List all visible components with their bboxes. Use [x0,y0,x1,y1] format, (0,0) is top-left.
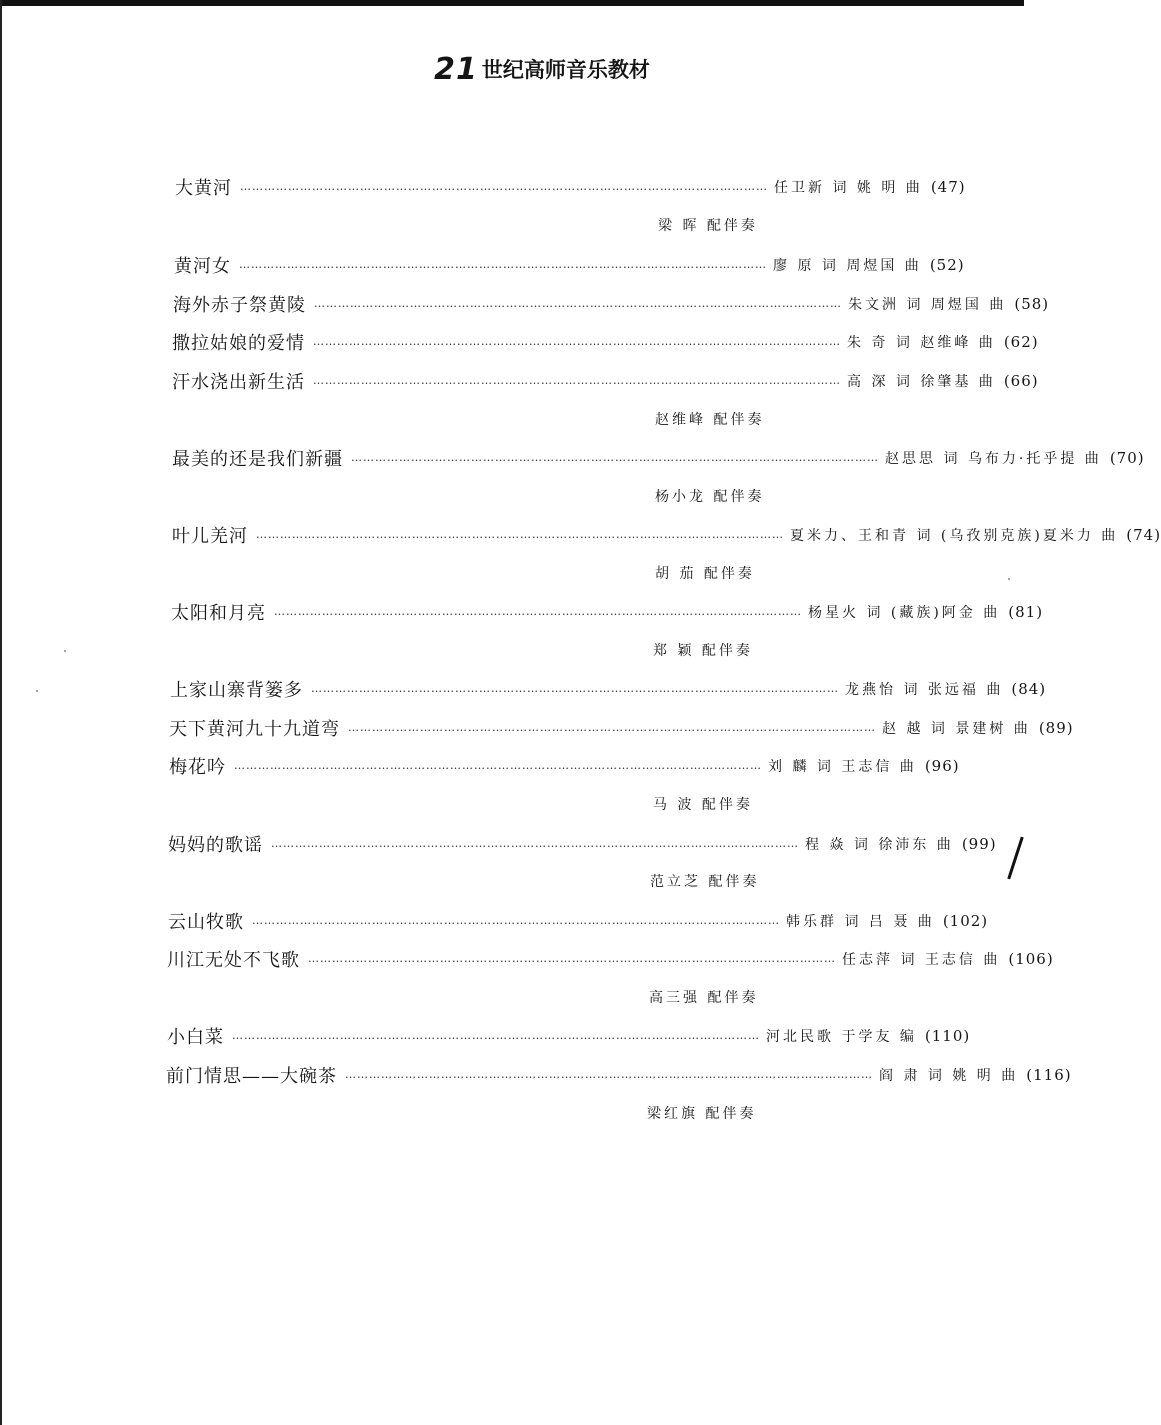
toc-dot-leader: …………………………………………………………………………………………………………………… [252,914,780,927]
toc-song-title: 天下黄河九十九道弯 [169,719,340,740]
toc-song-title: 云山牧歌 [168,912,244,933]
toc-credits: 高 深 词 徐肇基 曲 [847,374,996,390]
scan-speck [64,650,66,652]
toc-dot-leader: …………………………………………………………………………………………………………………… [348,721,876,734]
toc-entry [169,715,1074,741]
toc-accompaniment: 马 波 配伴奏 [653,797,753,813]
toc-accompaniment: 梁红旗 配伴奏 [647,1106,757,1122]
toc-credits: 朱 奇 词 赵维峰 曲 [847,335,996,351]
toc-dot-leader: …………………………………………………………………………………………………………………… [351,451,879,464]
toc-credits: 任卫新 词 姚 明 曲 [774,180,923,196]
toc-dot-leader: …………………………………………………………………………………………………………………… [345,1068,873,1081]
toc-page-number: (47) [930,178,966,196]
toc-accompaniment: 高三强 配伴奏 [649,990,759,1006]
toc-entry [172,445,1145,471]
header-series-number: 21 [434,52,478,87]
toc-entry [171,599,1044,625]
toc-entry [173,291,1050,317]
toc-accompaniment: 杨小龙 配伴奏 [655,489,765,505]
toc-page-number: (62) [1003,333,1039,351]
toc-entry [169,753,960,779]
toc-page-number: (66) [1003,372,1039,390]
toc-page-number: (110) [924,1027,971,1045]
toc-page-number: (58) [1014,295,1050,313]
toc-credits: 任志萍 词 王志信 曲 [842,952,1001,968]
toc-credits: 赵 越 词 景建树 曲 [882,721,1031,737]
toc-song-title: 黄河女 [174,256,231,277]
toc-dot-leader: …………………………………………………………………………………………………………………… [308,952,836,965]
toc-song-title: 太阳和月亮 [171,603,266,624]
toc-page-number: (99) [961,835,997,853]
toc-entry [175,174,966,200]
toc-credits: 刘 麟 词 王志信 曲 [768,759,917,775]
toc-credits: 龙燕怡 词 张远福 曲 [845,682,1004,698]
toc-page-number: (52) [929,256,965,274]
toc-dot-leader: …………………………………………………………………………………………………………………… [274,605,802,618]
toc-dot-leader: …………………………………………………………………………………………………………………… [271,837,799,850]
toc-dot-leader: …………………………………………………………………………………………………………………… [313,374,841,387]
toc-dot-leader: …………………………………………………………………………………………………………………… [239,258,767,271]
toc-song-title: 小白菜 [167,1027,224,1048]
toc-accompaniment: 郑 颖 配伴奏 [653,643,753,659]
toc-song-title: 梅花吟 [169,757,226,778]
toc-dot-leader: …………………………………………………………………………………………………………………… [314,297,842,310]
toc-dot-leader: …………………………………………………………………………………………………………………… [240,180,768,193]
toc-page-number: (84) [1011,680,1047,698]
toc-page-number: (70) [1109,449,1145,467]
toc-entry [170,676,1047,702]
toc-song-title: 川江无处不飞歌 [167,950,300,971]
toc-song-title: 汗水浇出新生活 [172,372,305,393]
toc-credits: 河北民歌 于学友 编 [766,1029,917,1045]
toc-entry [168,908,989,934]
toc-dot-leader: …………………………………………………………………………………………………………………… [232,1029,760,1042]
toc-song-title: 前门情思——大碗茶 [166,1066,337,1087]
toc-entry [172,329,1039,355]
toc-page-number: (96) [924,757,960,775]
toc-dot-leader: …………………………………………………………………………………………………………………… [234,759,762,772]
scan-speck [1008,578,1010,580]
toc-page-number: (89) [1038,719,1074,737]
toc-entry [167,946,1054,972]
toc-song-title: 上家山寨背篓多 [170,680,303,701]
toc-accompaniment: 胡 茄 配伴奏 [655,566,755,582]
toc-page-number: (116) [1026,1066,1072,1084]
toc-song-title: 撒拉姑娘的爱情 [172,333,305,354]
toc-credits: 廖 原 词 周煜国 曲 [773,258,922,274]
toc-page-number: (81) [1008,603,1044,621]
toc-accompaniment: 梁 晖 配伴奏 [658,218,758,234]
toc-page-number: (74) [1126,526,1161,544]
toc-dot-leader: …………………………………………………………………………………………………………………… [311,682,839,695]
toc-entry [166,1062,1072,1088]
toc-page-number: (102) [942,912,989,930]
toc-song-title: 最美的还是我们新疆 [172,449,343,470]
toc-credits: 赵思思 词 乌布力·托乎提 曲 [885,451,1102,467]
toc-entry [168,831,997,857]
toc-song-title: 大黄河 [175,178,232,199]
toc-entry [172,522,1161,548]
toc-song-title: 海外赤子祭黄陵 [173,295,306,316]
toc-dot-leader: …………………………………………………………………………………………………………………… [313,335,841,348]
toc-accompaniment: 范立芝 配伴奏 [650,874,760,890]
toc-entry [174,252,965,278]
toc-credits: 阎 肃 词 姚 明 曲 [879,1068,1019,1084]
header-series-title: 世纪高师音乐教材 [481,58,650,82]
toc-dot-leader: …………………………………………………………………………………………………………………… [256,528,784,541]
toc-credits: 杨星火 词 (藏族)阿金 曲 [808,605,1001,621]
scan-speck [36,690,38,692]
toc-song-title: 叶儿羌河 [172,526,248,547]
toc-credits: 夏米力、王和青 词 (乌孜别克族)夏米力 曲 [790,528,1119,544]
toc-song-title: 妈妈的歌谣 [168,835,263,856]
toc-credits: 程 焱 词 徐沛东 曲 [805,837,954,853]
toc-credits: 朱文洲 词 周煜国 曲 [848,297,1007,313]
toc-credits: 韩乐群 词 吕 聂 曲 [786,914,935,930]
toc-page-number: (106) [1008,950,1054,968]
toc-accompaniment: 赵维峰 配伴奏 [655,412,765,428]
toc-entry [167,1023,971,1049]
toc-entry [172,368,1039,394]
